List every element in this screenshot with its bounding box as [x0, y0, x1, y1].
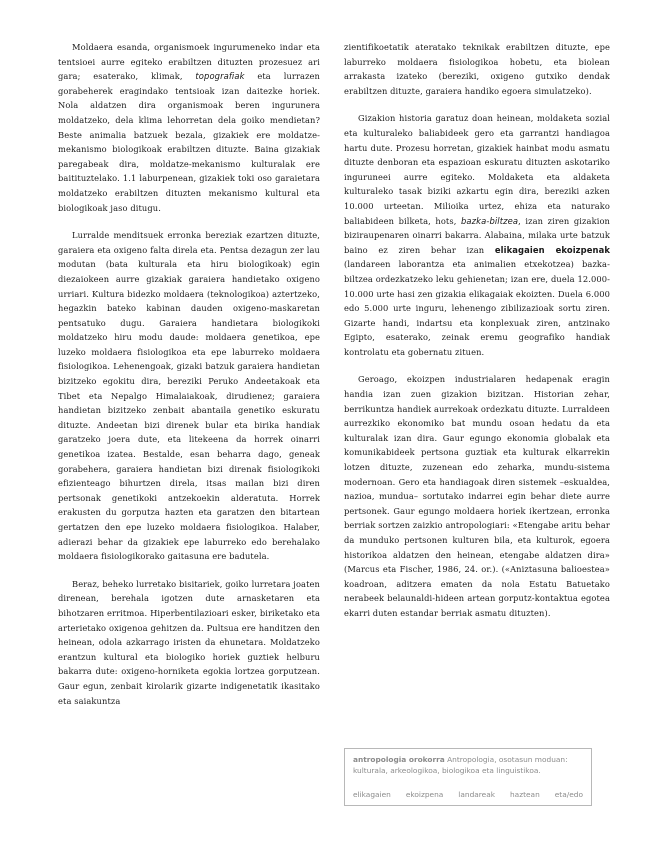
- glossary-box: [344, 748, 592, 806]
- glossary-word: haztean: [510, 789, 540, 799]
- glossary-word: ekoizpena: [405, 789, 444, 799]
- paragraph: Gizakion historia garatuz doan heinean, moldaketa sozial eta kulturaleko baliabideek gero eta garrantzi handiagoa hartu dute. Prozesu horretan, gizakiek hainbat modu asmatu dituzte denboran eta espazioan eskuratu dituzten askotariko inguruneei aurre egiteko. Moldaketa eta aldaketa kulturaleko tasak biziki azkartu egin dira, bereziki azken 10.000 urteetan. Milioika urtez, ehiza eta naturako baliabideen bilketa, hots, bazka-biltzea, izan ziren gizakion biziraupenaren oinarri bakarra. Alabaina, milaka urte batzuk baino ez ziren behar izan elikagaien ekoizpenak (landareen laborantza eta animalien etxekotzea) bazka-biltzea ordezkatzeko leku gehienetan; izan ere, duela 12.000-10.000 urte hasi zen gizakia elikagaiak ekoizten. Duela 6.000 edo 5.000 urte inguru, lehenengo zibilizazioak sortu ziren. Gizarte handi, indartsu eta konplexuak ziren, antzinako Egipto, esaterako, zeinak eremu geografiko handiak kontrolatu eta gobernatu zituen.: [344, 113, 610, 357]
- glossary-next-entry: [353, 790, 583, 801]
- right-column: [344, 40, 610, 634]
- glossary-word: eta/edo: [554, 789, 583, 799]
- left-column: [58, 40, 320, 721]
- glossary-word: elikagaien: [353, 789, 391, 799]
- glossary-word: landareak: [458, 789, 496, 799]
- paragraph: Geroago, ekoizpen industrialaren hedapenak eragin handia izan zuen gizakion bizitzan. Historian zehar, berrikuntza handiek aurrekoak ordezkatu dituzte. Lurraldeen aurrezkiko ekonomiko bat mundu osoan hedatu da eta kulturalak izan dira. Gaur egungo ekonomia globalak eta komunikabideek pertsona guztiak eta kulturak elkarrekin lotzen dituzte, zuzenean edo zeharka, mundu-sistema modernoan. Gero eta handiagoak diren sistemek –eskualdea, nazioa, mundua– sortutako indarrei egin behar diete aurre pertsonek. Gaur egungo moldaera horiek ikertzean, erronka berriak sortzen zaizkio antropologiari: «Etengabe aritu behar da munduko pertsonen kulturen bila, eta kulturok, egoera historikoa aldatzen den heinean, etengabe aldatzen dira» (Marcus eta Fischer, 1986, 24. or.). («Aniztasuna balioestea» koadroan, aditzera ematen da nola Estatu Batuetako nerabeek belaunaldi-hideen artean gorputz-kontaktua egotea ekarri duten estandar berriak asmatu dituzten).: [344, 374, 610, 618]
- paragraph: Lurralde menditsuek erronka bereziak ezartzen dituzte, garaiera eta oxigeno falta direla eta. Pentsa dezagun zer lau modutan (bata kulturala eta hiru biologikoak) egin diezaiokeen aurre gizakiak garaiera handietako oxigeno urriari. Kultura bidezko moldaera (teknologikoa) aztertzeko, hegazkin bateko kabinan dauden oxigeno-maskaretan pentsatuko dugu. Garaiera handietara biologikoki moldatzeko hiru modu daude: moldaera genetikoa, epe luzeko moldaera fisiologikoa eta epe laburreko moldaera fisiologikoa. Lehenengoak, gizaki batzuk garaiera handietan bizitzeko egokitu dira, bereziki Peruko Andeetakoak eta Tibet eta Nepalgo Himalaiakoak, dirudienez; garaiera handietan bizitzeko zenbait abantaila genetiko eskuratu dituzte. Andeetan bizi direnek bular eta birika handiak garatzeko joera dute, eta litekeena da horrek oinarri genetikoa izatea. Bestalde, esan beharra dago, geneak gorabehera, garaiera handietan bizi direnak fisiologikoki efizienteago bihurtzen direla, itsas mailan bizi diren pertsonak genetikoki antzekoekin alderatuta. Horrek erakusten du gorputza hazten eta garatzen den bitartean gertatzen den epe luzeko moldaera fisiologikoa. Halaber, adierazi behar da gizakiek epe laburreko edo berehalako moldaera fisiologikorako gaitasuna ere badutela.: [58, 230, 320, 562]
- paragraph: Moldaera esanda, organismoek ingurumeneko indar eta tentsioei aurre egiteko erabiltzen dituzten prozesuez ari gara; esaterako, klimak, topografiak eta lurrazen gorabeherek eragindako tentsioak izan daitezke horiek. Nola aldatzen dira organismoak beren ingurunera moldatzeko, dela klima lehorretan dela goiko mendietan? Beste animalia batzuek bezala, gizakiek ere moldatze-mekanismo biologikoak erabiltzen dituzte. Baina gizakiak paregabeak dira, moldatze-mekanismo kulturalak ere baitituztelako. 1.1 laburpenean, gizakiek toki oso garaietara moldatzeko erabiltzen dituzten mekanismo kultural eta biologikoak jaso ditugu.: [58, 42, 320, 213]
- emphasized-term: bazka-biltzea: [461, 215, 519, 226]
- glossary-term: antropologia orokorra: [353, 755, 445, 764]
- paragraph: zientifikoetatik ateratako teknikak erabiltzen dituzte, epe laburreko moldaera fisiologikoa hobetu, eta biolean arrakasta izateko (bereziki, oxigeno gutxiko dendak erabiltzen dituzte, garaiera handiko egoera simulatzeko).: [344, 42, 610, 96]
- emphasized-term: topografiak: [195, 71, 245, 82]
- key-term: elikagaien ekoizpenak: [494, 244, 610, 255]
- glossary-definition: Antropologia, osotasun moduan: kulturala, arkeologikoa, biologikoa eta linguistikoa.: [353, 755, 568, 775]
- paragraph: Beraz, beheko lurretako bisitariek, goiko lurretara joaten direnean, berehala igotzen dute arnasketaren eta bihotzaren erritmoa. Hiperbentilazioari esker, biriketako eta arterietako oxigenoa gehitzen da. Pultsua ere handitzen den heinean, odola azkarrago iristen da ehunetara. Moldatzeko erantzun kultural eta biologiko horiek guztiek helburu bakarra dute: oxigeno-horniketa egokia lortzea gorputzean. Gaur egun, zenbait kirolarik gizarte indigenetatik ikasitako eta saiakuntza: [58, 578, 320, 706]
